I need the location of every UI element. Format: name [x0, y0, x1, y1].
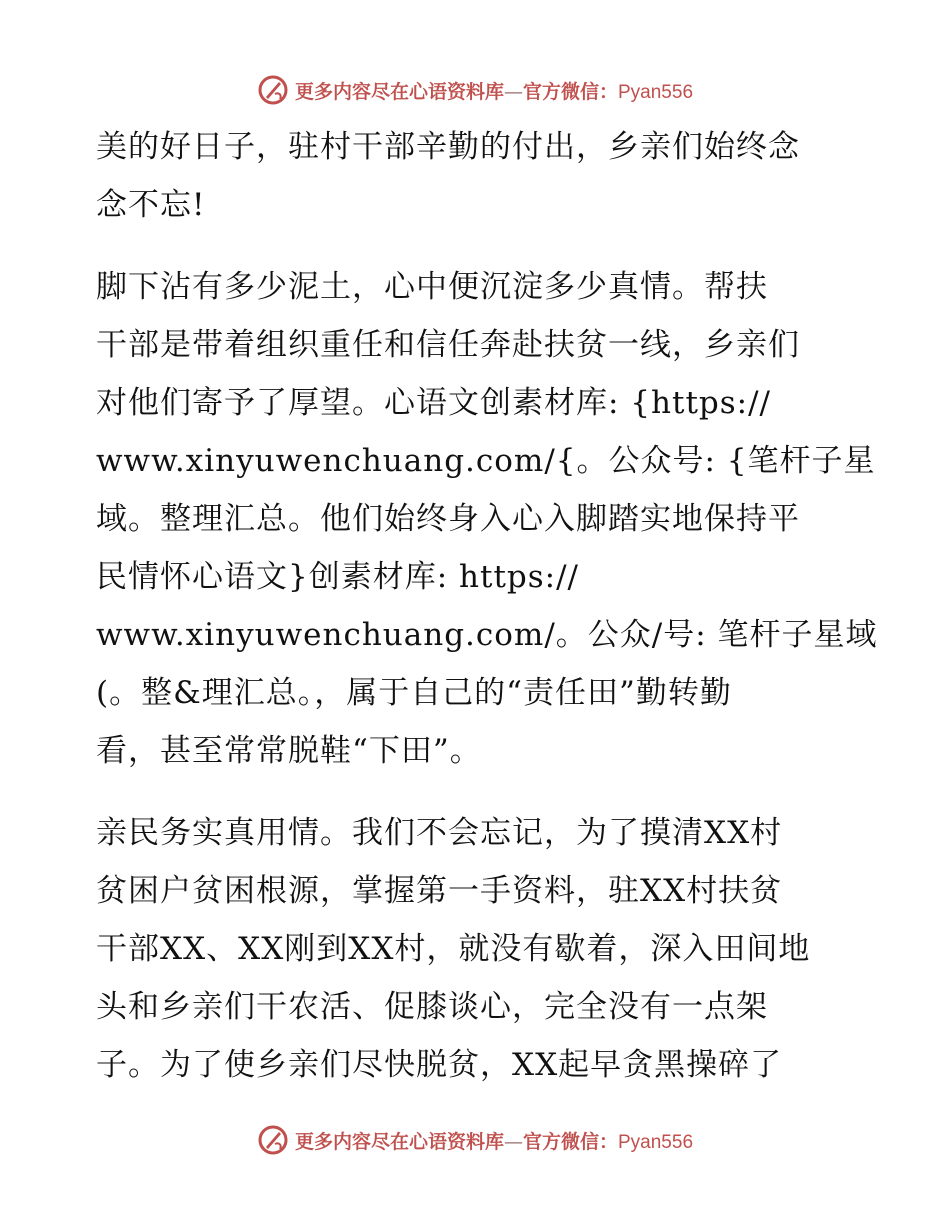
header-banner-label: 官方微信： — [522, 80, 618, 103]
text-line: 民情怀心语文}创素材库: https:// — [96, 559, 579, 595]
paragraph-3 — [96, 804, 856, 1094]
footer-banner — [0, 1120, 950, 1160]
footer-banner-text — [295, 1127, 693, 1154]
text-line: 念不忘! — [96, 187, 206, 223]
text-line: 干部XX、XX刚到XX村，就没有歇着，深入田间地 — [96, 931, 811, 967]
quill-logo-icon — [257, 1124, 289, 1156]
text-line: 头和乡亲们干农活、促膝谈心，完全没有一点架 — [96, 989, 768, 1025]
footer-banner-id: Pyan556 — [618, 1131, 694, 1153]
header-banner-id: Pyan556 — [618, 81, 694, 103]
text-line: 子。为了使乡亲们尽快脱贫，XX起早贪黑操碎了 — [96, 1047, 783, 1083]
header-banner-cn: 更多内容尽在心语资料库 — [294, 80, 504, 103]
text-line: (。整&理汇总。，属于自己的“责任田”勤转勤 — [96, 675, 732, 711]
paragraph-2 — [96, 258, 878, 780]
header-banner — [0, 70, 950, 110]
text-line: 美的好日子，驻村干部辛勤的付出，乡亲们始终念 — [96, 129, 800, 165]
text-line: 域。整理汇总。他们始终身入心入脚踏实地保持平 — [96, 501, 800, 537]
paragraph-1 — [96, 118, 856, 234]
text-line: 脚下沾有多少泥土，心中便沉淀多少真情。帮扶 — [96, 269, 768, 305]
text-line: 看，甚至常常脱鞋“下田”。 — [96, 733, 482, 769]
text-line: www.xinyuwenchuang.com/。公众/号: 笔杆子星域 — [96, 617, 878, 653]
header-banner-sep: — — [503, 80, 523, 103]
quill-logo-icon — [257, 74, 289, 106]
text-line: www.xinyuwenchuang.com/{。公众号: {笔杆子星 — [96, 443, 876, 479]
text-line: 贫困户贫困根源，掌握第一手资料，驻XX村扶贫 — [96, 873, 783, 909]
footer-banner-sep: — — [503, 1130, 523, 1153]
text-line: 对他们寄予了厚望。心语文创素材库: {https:// — [96, 385, 771, 421]
document-body — [96, 118, 878, 1118]
text-line: 亲民务实真用情。我们不会忘记，为了摸清XX村 — [96, 815, 783, 851]
footer-banner-cn: 更多内容尽在心语资料库 — [294, 1130, 504, 1153]
text-line: 干部是带着组织重任和信任奔赴扶贫一线，乡亲们 — [96, 327, 800, 363]
header-banner-text — [295, 77, 693, 104]
footer-banner-label: 官方微信： — [522, 1130, 618, 1153]
